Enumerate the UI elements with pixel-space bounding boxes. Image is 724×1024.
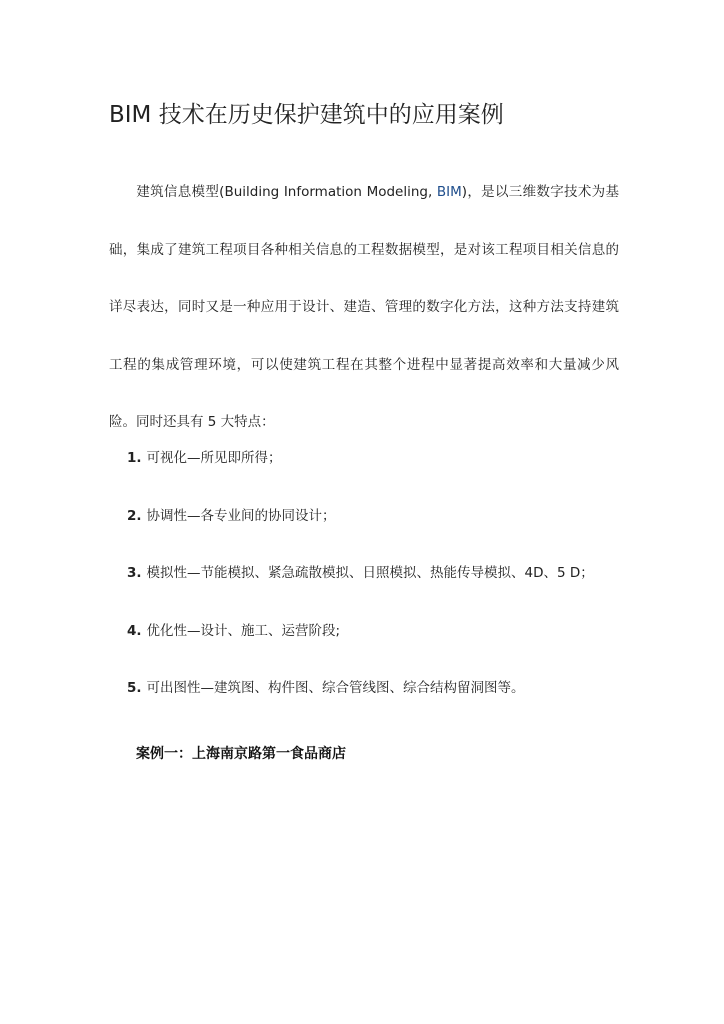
case-heading: 案例一：上海南京路第一食品商店	[136, 746, 346, 762]
feature-text: 模拟性—节能模拟、紧急疏散模拟、日照模拟、热能传导模拟、4D、5 D；	[146, 565, 594, 581]
feature-text: 协调性—各专业间的协同设计；	[146, 507, 336, 524]
feature-number: 5.	[127, 680, 142, 696]
intro-text-before: 建筑信息模型(Building Information Modeling,	[136, 184, 437, 200]
feature-item	[127, 611, 594, 669]
feature-item	[127, 438, 594, 496]
intro-paragraph	[109, 164, 619, 452]
feature-text: 可出图性—建筑图、构件图、综合管线图、综合结构留洞图等。	[146, 680, 525, 696]
feature-list	[127, 438, 594, 726]
feature-number: 3.	[127, 565, 142, 581]
document-title: BIM 技术在历史保护建筑中的应用案例	[109, 102, 504, 128]
feature-item	[127, 668, 594, 726]
intro-abbr: BIM	[436, 184, 462, 200]
feature-number: 4.	[127, 622, 142, 639]
intro-text-after: )，是以三维数字技术为基础，集成了建筑工程项目各种相关信息的工程数据模型，是对该工程项目相关信息的详尽表达，同时又是一种应用于设计、建造、管理的数字化方法，这种方法支持建筑工程的集成管理环境，可以使建筑工程在其整个进程中显著提高效率和大量减少风险。同时还具有 5 大特点：	[109, 184, 619, 430]
feature-text: 可视化—所见即所得；	[146, 450, 282, 466]
feature-item	[127, 553, 594, 611]
feature-text: 优化性—设计、施工、运营阶段;	[146, 622, 341, 639]
feature-item	[127, 496, 594, 554]
feature-number: 2.	[127, 507, 142, 524]
feature-number: 1.	[127, 450, 142, 466]
